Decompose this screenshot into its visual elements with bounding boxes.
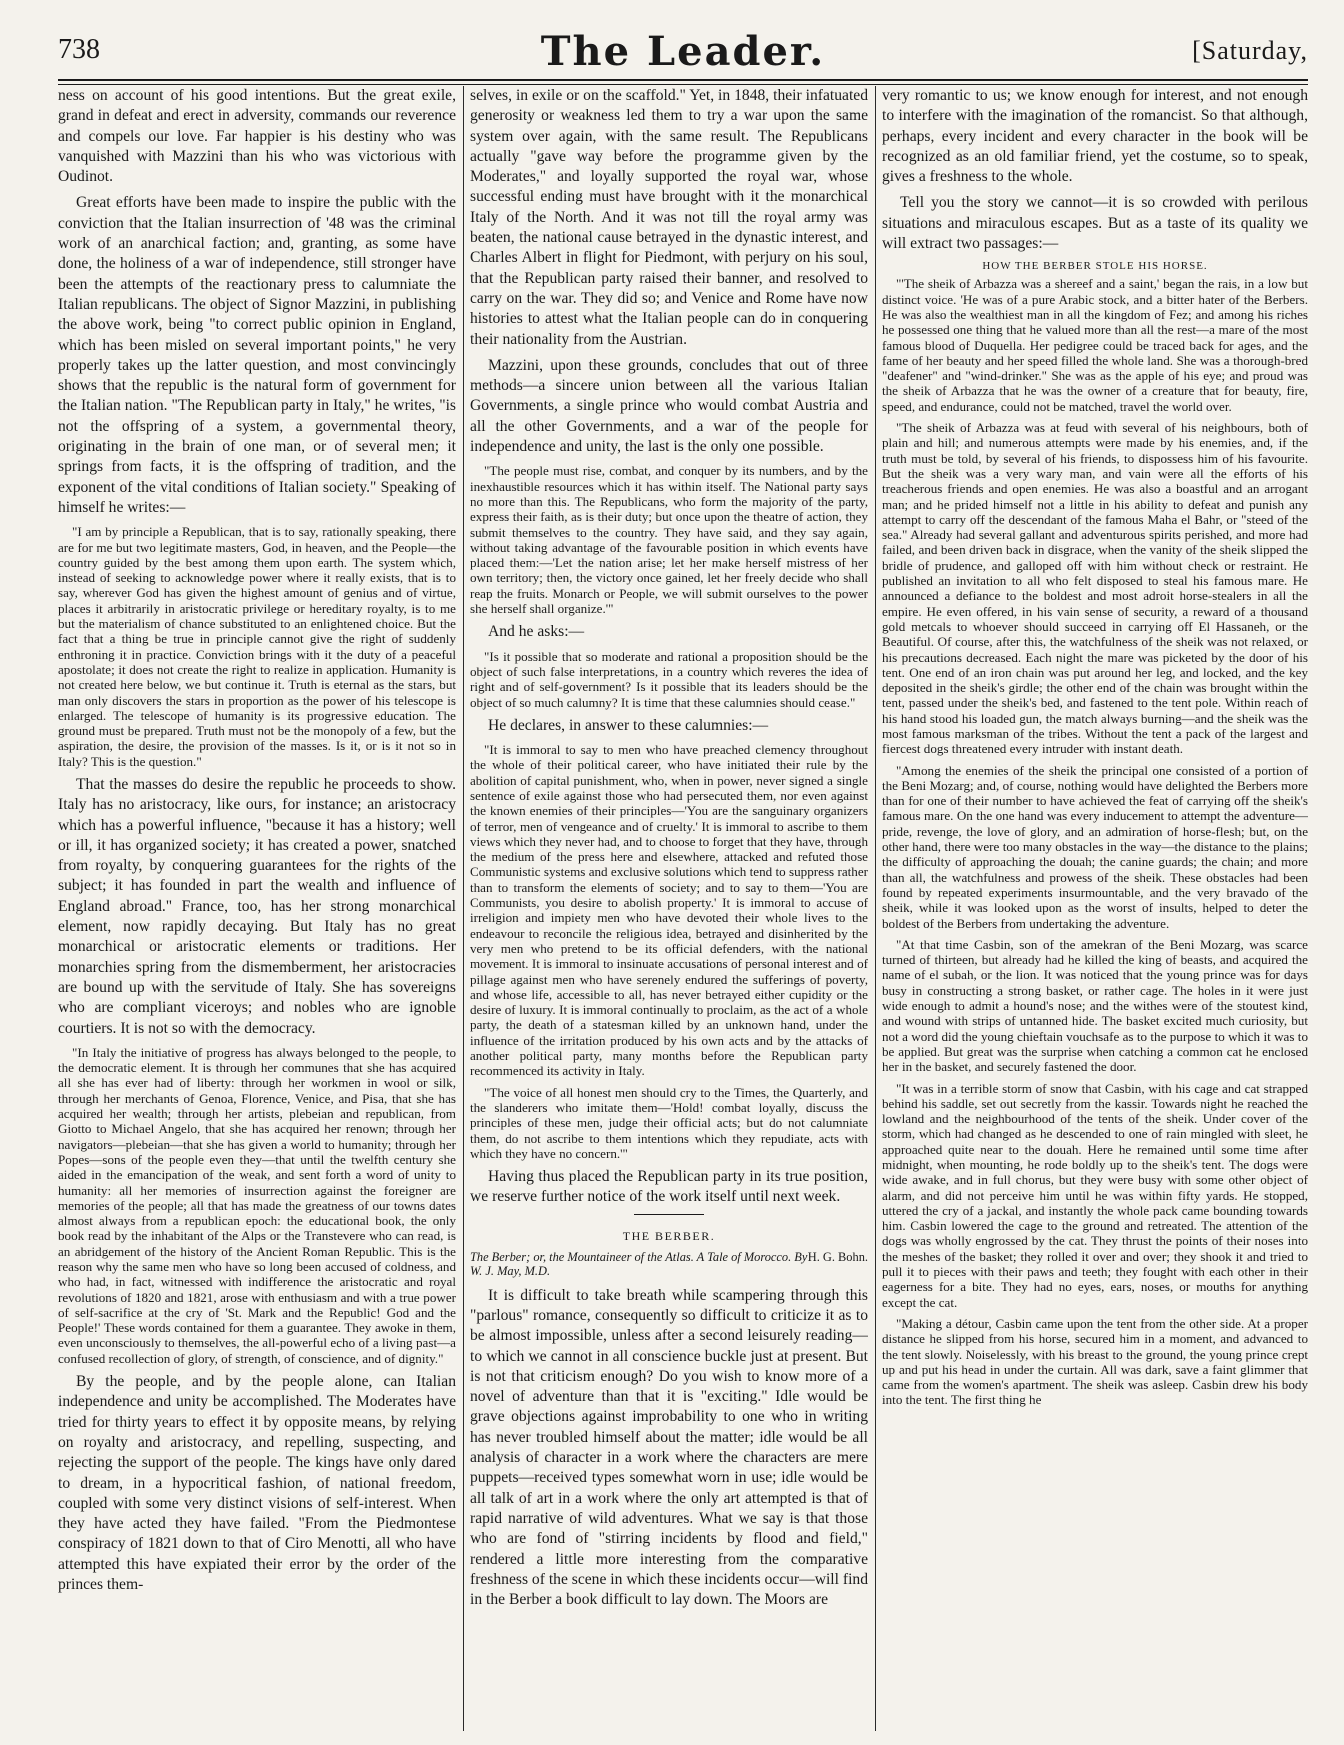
- column-3: [882, 86, 1308, 1736]
- section-title-block: [470, 1214, 868, 1244]
- book-title: The Berber; or, the Mountaineer of the Atlas. A Tale of Morocco. By W. J. May, M.D.: [470, 1249, 808, 1278]
- article-paragraph: Great efforts have been made to inspire the public with the conviction that the Italian insurrection of '48 was the criminal work of an anarchical faction; and, granting, as some have done, the holiness of a war of independence, still stronger have been the attempts of the reactionary press to calumniate the Italian republicans. The object of Signor Mazzini, in publishing the above work, being "to correct public opinion in England, which has been misled on several important points," he very properly takes up the latter question, and most convincingly shows that the republic is the natural form of government for the Italian nation. "The Republican party in Italy," he writes, "is not the offspring of a system, a governmental theory, originating in the brain of one man, or of several men; it springs from facts, it is the offspring of tradition, and the exponent of the vital conditions of Italian society." Speaking of himself he writes:—: [58, 194, 456, 516]
- article-paragraph: And he asks:—: [488, 623, 585, 641]
- book-citation: [470, 1250, 868, 1278]
- article-paragraph: He declares, in answer to these calumnies:—: [488, 716, 769, 734]
- quoted-paragraph: "The people must rise, combat, and conquer by its numbers, and by the inexhaustible resources which it has within itself. The National party says no more than this. The Republicans, who form the majority of the party, express their faith, as is their duty; but once upon the theatre of action, they submit themselves to the country. They have said, and they say again, without taking advantage of the favourable position in which events have placed them:—'Let the nation arise; let her make herself mistress of her own territory; then, the victory once gained, let her freely decide who shall reap the fruits. Monarch or People, we will submit ourselves to the power she herself shall organize.'": [470, 463, 868, 617]
- quoted-paragraph: "I am by principle a Republican, that is to say, rationally speaking, there are for me but two legitimate masters, God, in heaven, and the People—the country guided by the best among them upon earth. The system which, instead of seeking to acknowledge power where it really exists, that is to say, wherever God has given the highest amount of genius and of virtue, places it arbitrarily in aristocratic privilege or hereditary royalty, is to me but the materialism of chance substituted to an enlightened choice. But the fact that a thing be true in principle cannot give the right of suddenly enthroning it in practice. Conviction brings with it the duty of a peaceful apostolate; it does not create the right to realize in application. Humanity is not created here below, we but continue it. Truth is eternal as the stars, but man only discovers the stars in proportion as the power of his telescope is enlarged. The telescope of humanity is its progressive education. The ground must be prepared. Truth must not be the monopoly of a few, but the aspiration, the desire, the provision of the masses. Is it, or is it not so in Italy? This is the question.": [58, 524, 456, 769]
- issue-date: [Saturday,: [1192, 36, 1308, 65]
- article-paragraph: That the masses do desire the republic he proceeds to show. Italy has no aristocracy, like ours, for instance; an aristocracy which has a powerful influence, "because it has a history; well or ill, it has organized society; it has created a power, snatched from royalty, by conquering guarantees for the rights of the subject; it has founded in part the wealth and influence of England abroad." France, too, has her strong monarchical element, now rapidly decaying. But Italy has no great monarchical or aristocratic elements or traditions. Her monarchies spring from the dismemberment, her aristocracies are bound up with the servitude of Italy. She has sovereigns who are compliant viceroys; and nobles who are ignoble courtiers. It is not so with the democracy.: [58, 775, 456, 1037]
- quoted-paragraph: "The sheik of Arbazza was at feud with several of his neighbours, both of plain and hill; and numerous attempts were made by his enemies, and, if the truth must be told, by several of his friends, to dispossess him of his favourite. But the sheik was a very wary man, and vain were all the efforts of his treacherous friends and open enemies. He was also a boastful and an arrogant man; and he prided himself not a little in his ability to defeat and punish any attempt to carry off the descendant of the famous Maha el Bahr, or "steed of the sea." Already had several gallant and adventurous spirits perished, and more had failed, and been driven back in disgrace, when the vanity of the sheik slipped the bridle of prudence, and galloped off with him without check or restraint. He published an invitation to all who felt disposed to steal his famous mare. He announced a defiance to the boldest and most adroit horse-stealers in all the empire. He even offered, in his vain sense of security, a reward of a thousand gold metcals to whoever should succeed in carrying off El Hassaneh, or the Beautiful. Of course, after this, the watchfulness of the sheik was not relaxed, or his precautions decreased. Each night the mare was picketed by the door of his tent. One end of an iron chain was put around her leg, and locked, and the key deposited in the sheik's girdle; the other end of the chain was brought within the tent, passed under the sheik's bed, and fastened to the tent pole. Within reach of his hand stood his loaded gun, the match always burning—and the sheik was the most famous marksman of the tribes. Without the tent a pack of the largest and fiercest dogs threatened every intruder with instant death.: [882, 420, 1308, 757]
- extract-title: HOW THE BERBER STOLE HIS HORSE.: [982, 260, 1208, 273]
- quoted-paragraph: "Is it possible that so moderate and rational a proposition should be the object of such false interpretations, in a country which reveres the idea of right and of self-government? Is it possible that its leaders should be the object of so much calumny? It is time that these calumnies should cease.": [470, 648, 868, 710]
- article-paragraph: ness on account of his good intentions. But the great exile, grand in defeat and erect in adversity, commands our reverence and compels our love. Far happier is his destiny who was vanquished with Mazzini than his who was victorious with Oudinot.: [58, 87, 456, 186]
- quoted-paragraph: "The voice of all honest men should cry to the Times, the Quarterly, and the slanderers who imitate them—'Hold! combat loyally, discuss the principles of these men, judge their official acts; but do not calumniate them, do not ascribe to them intentions which they repudiate, acts with which they have no concern.'": [470, 1084, 868, 1161]
- page-number: 738: [58, 34, 100, 65]
- column-1: [58, 86, 456, 1736]
- article-paragraph: Tell you the story we cannot—it is so crowded with perilous situations and miraculous escapes. But as a taste of its quality we will extract two passages:—: [882, 194, 1308, 253]
- article-paragraph: very romantic to us; we know enough for interest, and not enough to interfere with the imagination of the romancist. So that although, perhaps, every incident and every character in the book will be recognized as an old familiar friend, yet the costume, so to speak, gives a freshness to the whole.: [882, 87, 1308, 186]
- review-section-title: THE BERBER.: [622, 1228, 716, 1243]
- page-header: [58, 28, 1308, 78]
- article-paragraph: Mazzini, upon these grounds, concludes that out of three methods—a sincere union between all the various Italian Governments, a single prince who would combat Austria and all the other Governments, and a war of the people for independence and unity, the last is the only one possible.: [470, 356, 868, 456]
- column-divider: [875, 86, 876, 1731]
- article-paragraph: It is difficult to take breath while scampering through this "parlous" romance, consequently so difficult to criticize it as to be almost impossible, unless after a second leisurely reading—to which we cannot in all conscience buckle just at present. But is not that criticism enough? Do you wish to know more of a novel of adventure than that it is "exciting." Idle would be grave objections against improbability to one who in writing has never troubled himself about the matter; idle would be all analysis of character in a work where the characters are mere puppets—received types somewhat worn in use; idle would be all talk of art in a work where the only art attempted is that of rapid narrative of wild adventures. What we say is that those who are fond of "stirring incidents by flood and field," rendered a little more interesting from the comparative freshness of the scene in which these incidents occur—will find in the Berber a book difficult to lay down. The Moors are: [470, 1286, 868, 1609]
- section-rule: [634, 1214, 704, 1215]
- masthead-title: The Leader.: [540, 28, 826, 75]
- quoted-paragraph: "It was in a terrible storm of snow that Casbin, with his cage and cat strapped behind his saddle, set out secretly from the kassir. Towards night he reached the lowland and the neighbourhood of the tents of the sheik. Under cover of the storm, which had changed as he descended to one of rain mingled with sleet, he approached quite near to the douah. Here he remained until some time after midnight, when mounting, he rode boldly up to the sheik's tent. The dogs were wide awake, and in full chorus, but they were busy with some other object of alarm, and did not perceive him until he was within fifty yards. He stopped, uttered the cry of a jackal, and instantly the whole pack came bounding towards him. Casbin lowered the cage to the ground and retreated. The attention of the dogs was wholly engrossed by the cat. They thrust the points of their noses into the meshes of the basket; they rolled it over and over; they shook it and tried to pull it to pieces with their paws and teeth; they fought with each other in their eagerness for a bite. They had no eyes, ears, noses, or mouths for anything except the cat.: [882, 1080, 1308, 1310]
- article-paragraph: Having thus placed the Republican party in its true position, we reserve further notice of the work itself until next week.: [470, 1168, 868, 1206]
- article-paragraph: selves, in exile or on the scaffold." Yet, in 1848, their infatuated generosity or weakness led them to try a war upon the same system over again, with the same result. The Republicans actually "gave way before the programme given by the Moderates," and loyally supported the royal war, whose successful ending must have brought with it the monarchical Italy of the North. And it was not till the royal army was beaten, the national cause betrayed in the dynastic interest, and Charles Albert in flight for Piedmont, with perjury on his soul, that the Republican party raised their banner, and resolved to carry on the war. They did so; and Venice and Rome have now histories to attest what the Italian people can do in conquering their nationality from the Austrian.: [470, 87, 868, 348]
- quoted-paragraph: "At that time Casbin, son of the amekran of the Beni Mozarg, was scarce turned of thirteen, but already had he killed the king of beasts, and acquired the name of el subah, or the lion. It was noticed that the young prince was for days busy in constructing a strong basket, or rather cage. The holes in it were just wide enough to admit a hound's nose; and the withes were of the stoutest kind, and wound with strips of untanned hide. The basket excited much curiosity, but not a word did the young chieftain vouchsafe as to the purpose to which it was to be applied. But great was the surprise when catching a common cat he enclosed her in the basket, and securely fastened the door.: [882, 936, 1308, 1075]
- column-2: [470, 86, 868, 1736]
- header-rule: [58, 79, 1308, 81]
- header-rule-thin: [58, 84, 1308, 85]
- quoted-paragraph: "Among the enemies of the sheik the principal one consisted of a portion of the Beni Mozarg; and, of course, nothing would have delighted the Berbers more than for one of their number to have achieved the feat of carrying off the sheik's famous mare. On the one hand was every inducement to attempt the adventure—pride, revenge, the love of glory, and an admiration of horse-flesh; but, on the other hand, there were too many obstacles in the way—the distance to the plains; the difficulty of approaching the douah; the canine guards; the chain; and more than all, the watchfulness and prowess of the sheik. These obstacles had been found by repeated experiments insurmountable, and the very bravado of the sheik, while it was looked upon as the worst of insults, helped to deter the boldest of the Berbers from undertaking the adventure.: [882, 762, 1308, 931]
- article-paragraph: By the people, and by the people alone, can Italian independence and unity be accomplished. The Moderates have tried for thirty years to effect it by opposite means, by relying on royalty and aristocracy, and repelling, suspecting, and rejecting the support of the people. The kings have only dared to dream, in a hypocritical fashion, of national freedom, coupled with some very distinct visions of self-interest. When they have acted they have failed. "From the Piedmontese conspiracy of 1821 down to that of Ciro Menotti, all who have attempted this have expiated their error by the order of the princes them-: [58, 1373, 456, 1594]
- quoted-paragraph: "Making a détour, Casbin came upon the tent from the other side. At a proper distance he slipped from his horse, secured him in a moment, and advanced to the tent slowly. Noiselessly, with his breast to the ground, the young prince crept up and put his head in under the curtain. All was dark, save a faint glimmer that came from the women's apartment. The sheik was asleep. Casbin drew his body into the tent. The first thing he: [882, 1315, 1308, 1408]
- quoted-paragraph: "'The sheik of Arbazza was a shereef and a saint,' began the rais, in a low but distinct voice. 'He was of a pure Arabic stock, and a bitter hater of the Berbers. He was also the wealthiest man in all the kingdom of Fez; and among his riches he possessed one thing that he valued more than all the rest—a mare of the most famous blood of Duquella. Her pedigree could be traced back for ages, and the fame of her beauty and her speed filled the whole land. She was a thorough-bred "deafener" and "wind-drinker." She was as the apple of his eye; and proud was the sheik of Arbazza that he was the owner of a creature that for beauty, fire, speed, and endurance, could not be matched, travel the world over.: [882, 276, 1308, 414]
- quoted-paragraph: "In Italy the initiative of progress has always belonged to the people, to the democratic element. It is through her communes that she has acquired all she has ever had of liberty: through her workmen in wool or silk, through her merchants of Genoa, Florence, Venice, and Pisa, that she has acquired her wealth; through her artists, plebeian and republican, from Giotto to Michael Angelo, that she has acquired her renown; through her navigators—plebeian—that she has given a world to humanity; through her Popes—sons of the people even they—that until the twelfth century she aided in the emancipation of the weak, and sent forth a word of unity to humanity: all her memories of insurrection against the foreigner are memories of the people; all that has made the greatness of our towns dates almost always from a republican epoch: the educational book, the only book read by the inhabitant of the Alps or the Transtevere who can read, is an abridgement of the history of the Ancient Roman Republic. This is the reason why the same men who have so long been accused of coldness, and who had, in fact, witnessed with indifference the aristocratic and royal revolutions of 1820 and 1821, arose with enthusiasm and with a true power of self-sacrifice at the cry of 'St. Mark and the Republic! God and the People!' These words contained for them a guarantee. They awoke in them, even unconsciously to themselves, the all-powerful echo of a living past—a confused recollection of glory, of strength, of conscience, and of dignity.": [58, 1044, 456, 1366]
- column-divider: [463, 86, 464, 1731]
- book-publisher: H. G. Bohn.: [807, 1249, 868, 1264]
- quoted-paragraph: "It is immoral to say to men who have preached clemency throughout the whole of their political career, who have initiated their rule by the abolition of capital punishment, who, when in power, never signed a single sentence of exile against those who had persecuted them, nor even against the known enemies of their principles—'You are the sanguinary organizers of terror, men of vengeance and of cruelty.' It is immoral to ascribe to them views which they never had, and to choose to forget that they have, through the medium of the press here and elsewhere, attacked and refuted those Communistic systems and exclusive solutions which tend to suppress rather than to transform the elements of society; and to say to them—'You are Communists, you desire to abolish property.' It is immoral to accuse of irreligion and impiety men who have devoted their whole lives to the endeavour to reconcile the religious idea, betrayed and disinherited by the very men who pretend to be its official defenders, with the national movement. It is immoral to insinuate accusations of personal interest and of pillage against men who have serenely endured the sufferings of poverty, and whose life, accessible to all, has never betrayed either cupidity or the desire of luxury. It is immoral continually to proclaim, as the act of a whole party, the death of a statesman killed by an unknown hand, under the influence of the irritation produced by his own acts and by the attacks of another political party, many months before the Republican party recommenced its activity in Italy.: [470, 742, 868, 1079]
